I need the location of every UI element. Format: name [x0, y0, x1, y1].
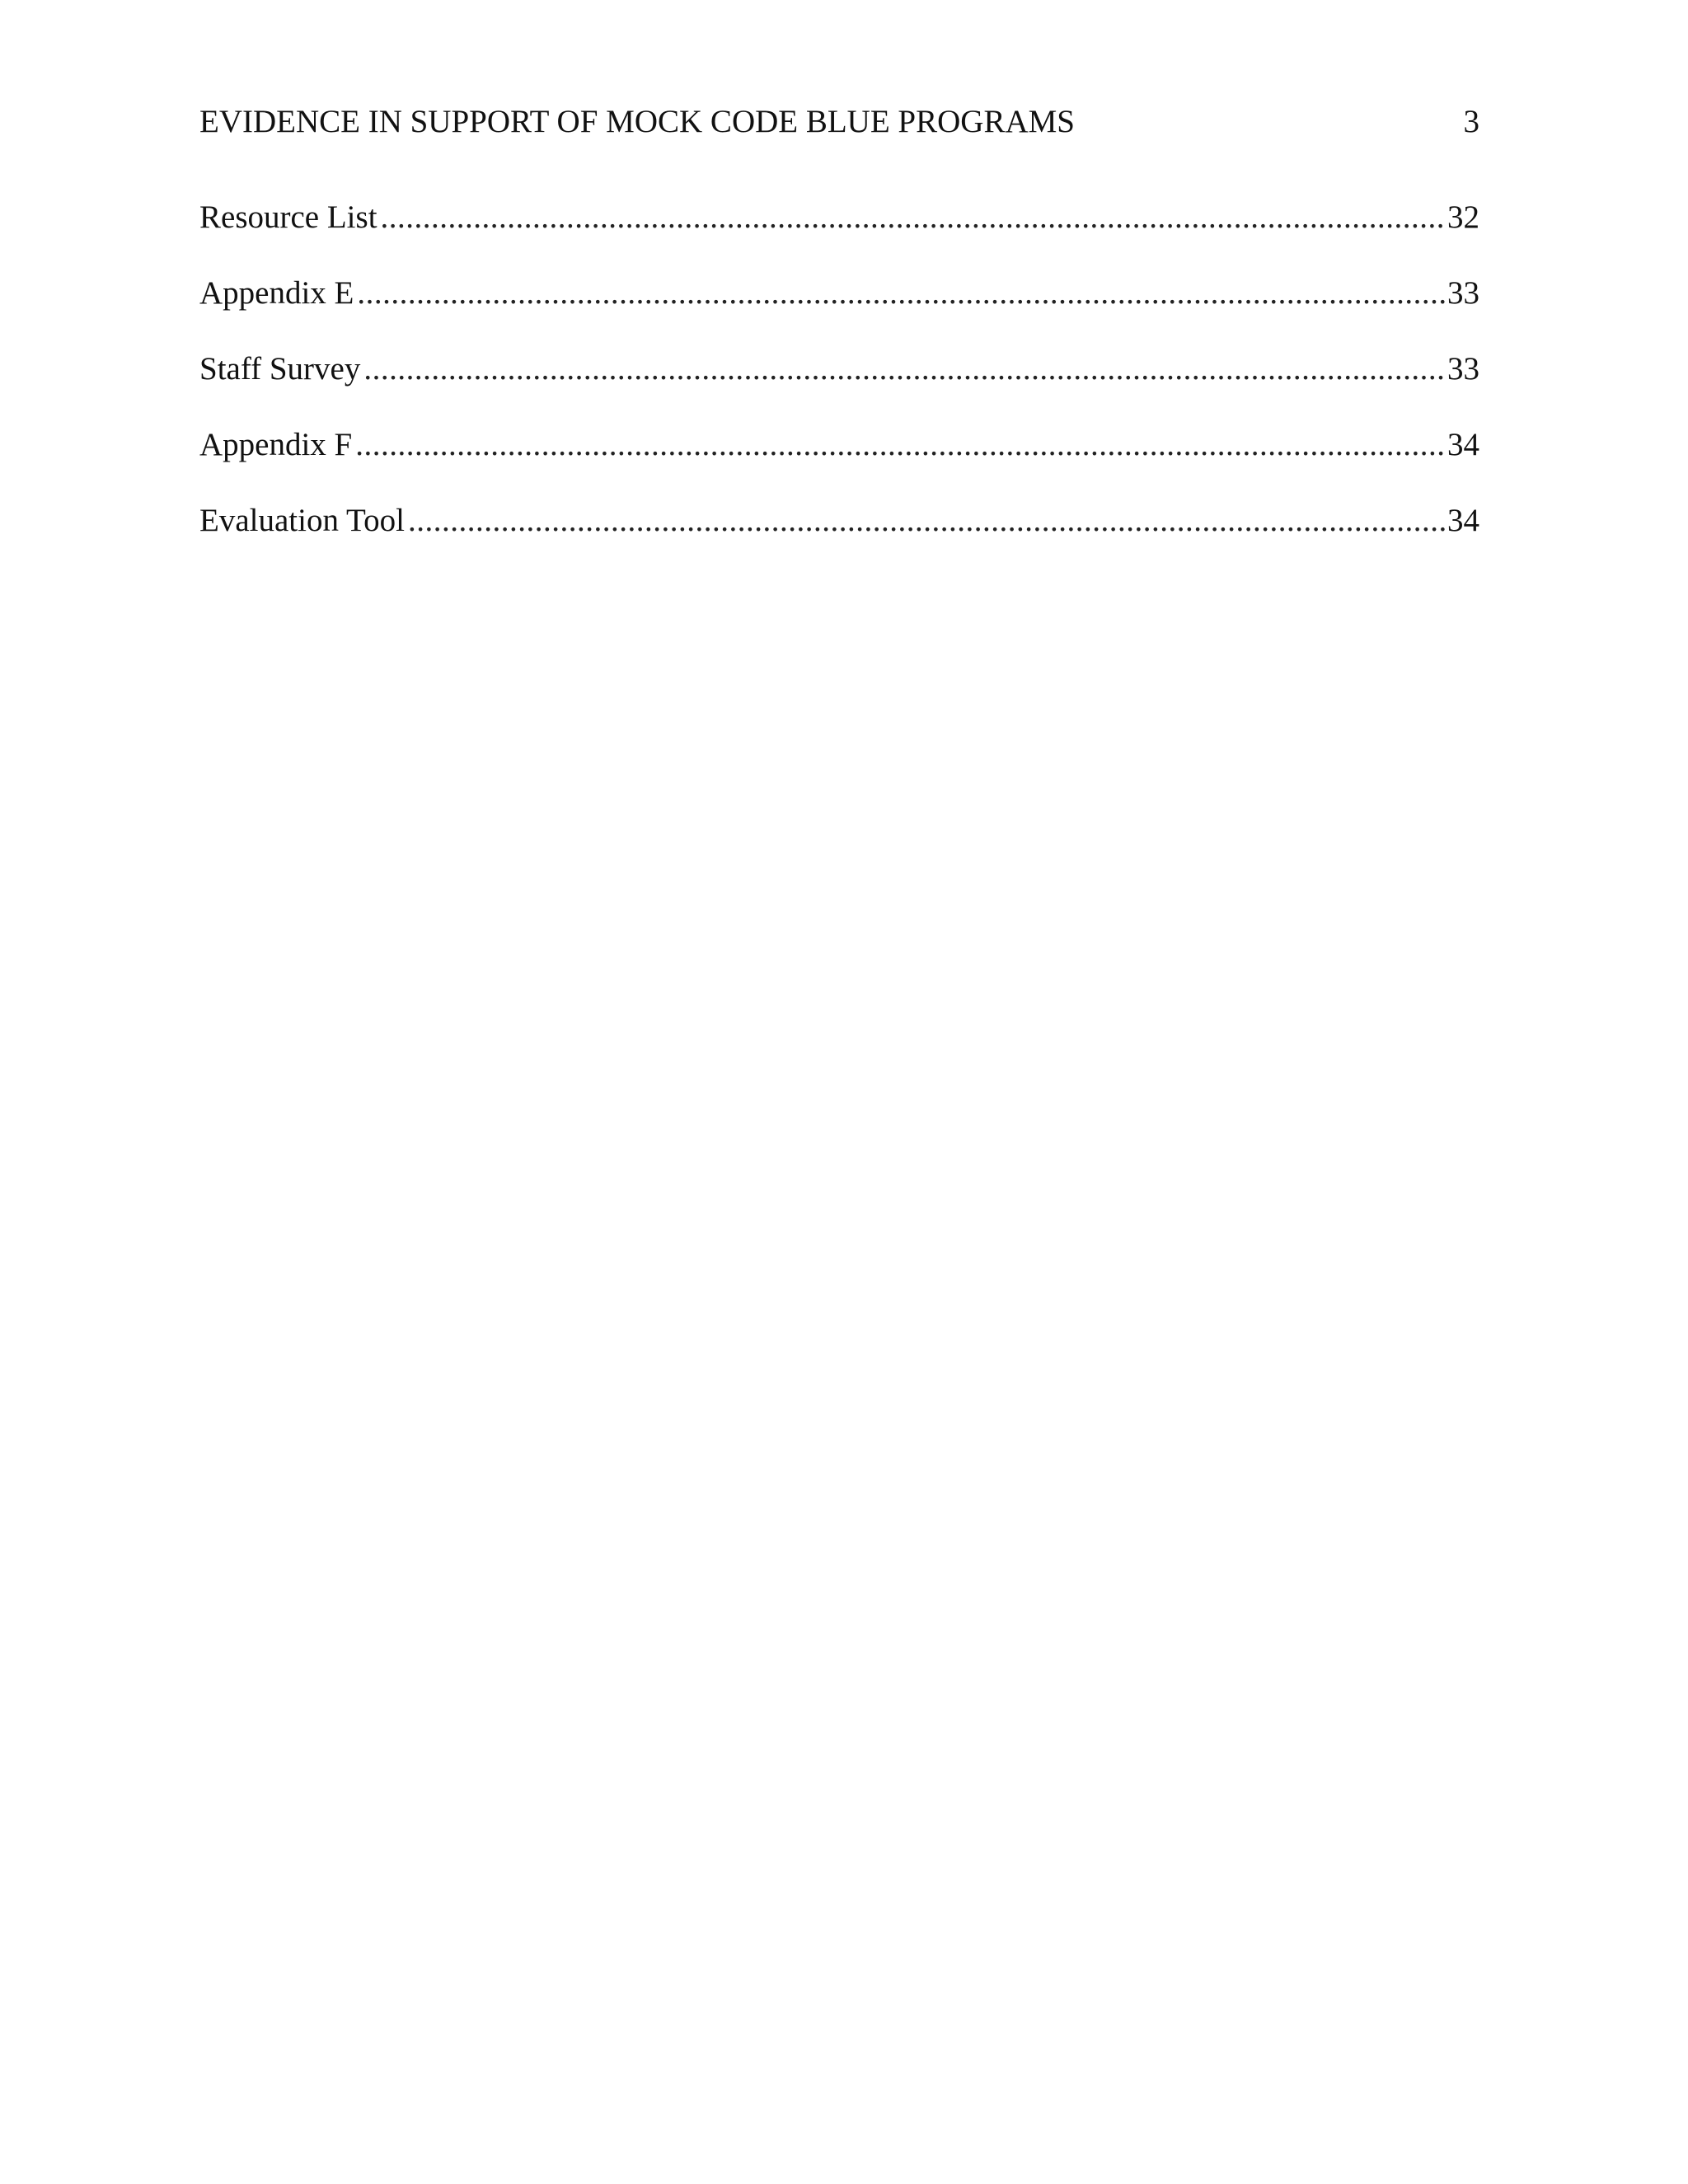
toc-dot-leader	[363, 348, 1446, 391]
table-of-contents	[199, 196, 1479, 575]
running-head	[199, 97, 1479, 147]
toc-dot-leader	[381, 196, 1446, 239]
toc-entry-title: Staff Survey	[199, 351, 361, 387]
toc-entry-resource-list[interactable]	[199, 196, 1479, 272]
toc-entry-title: Evaluation Tool	[199, 503, 405, 538]
running-head-title: EVIDENCE IN SUPPORT OF MOCK CODE BLUE PROGRAMS	[199, 104, 1075, 139]
toc-entry-title: Appendix E	[199, 275, 354, 311]
toc-entry-title: Resource List	[199, 199, 377, 235]
toc-entry-title: Appendix F	[199, 427, 353, 462]
toc-dot-leader	[408, 499, 1446, 542]
toc-entry-page: 33	[1447, 351, 1479, 387]
toc-entry-appendix-f[interactable]	[199, 424, 1479, 499]
toc-entry-page: 34	[1447, 503, 1479, 538]
toc-entry-staff-survey[interactable]	[199, 348, 1479, 424]
toc-entry-appendix-e[interactable]	[199, 272, 1479, 348]
toc-dot-leader	[357, 272, 1446, 315]
toc-dot-leader	[355, 424, 1446, 466]
toc-entry-page: 33	[1447, 275, 1479, 311]
toc-entry-page: 32	[1447, 199, 1479, 235]
page-number: 3	[1463, 104, 1479, 139]
toc-entry-page: 34	[1447, 427, 1479, 462]
toc-entry-evaluation-tool[interactable]	[199, 499, 1479, 575]
